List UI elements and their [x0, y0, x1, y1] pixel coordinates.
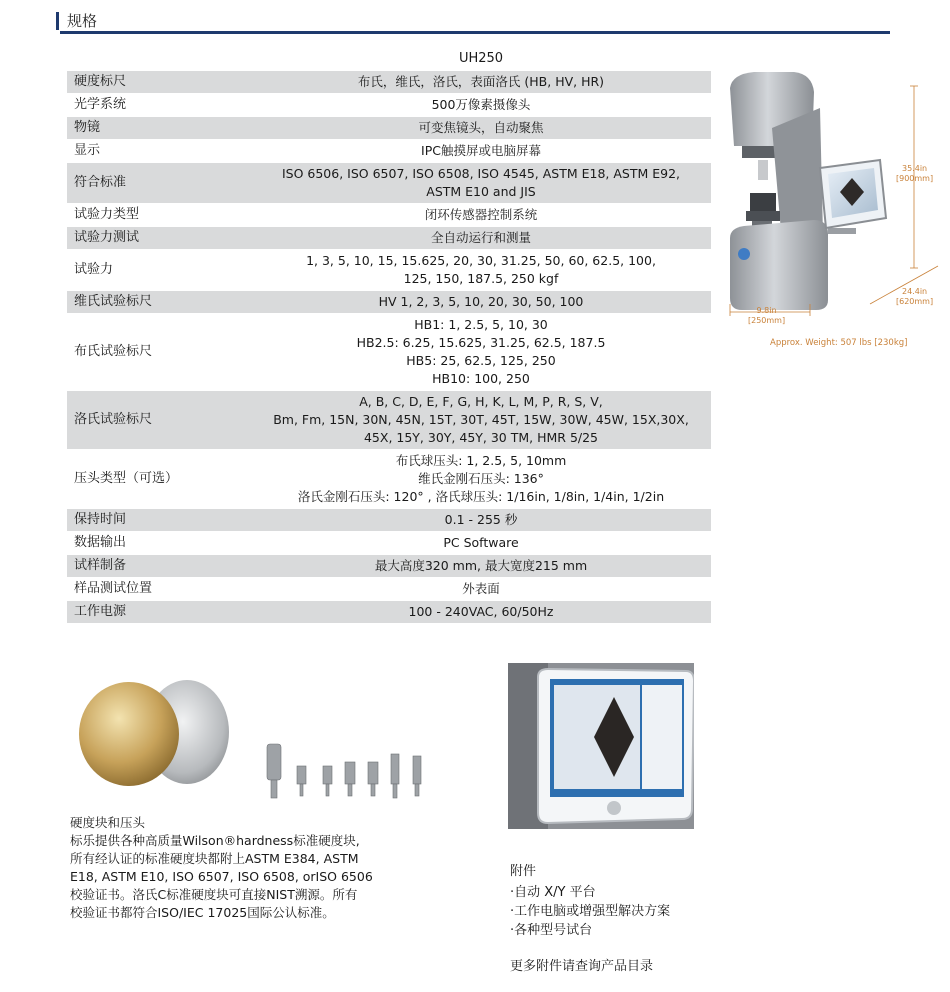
- spec-value: [251, 94, 711, 117]
- spec-row: [67, 391, 711, 450]
- description-line: 标乐提供各种高质量Wilson®hardness标准硬度块,: [70, 833, 360, 848]
- spec-value: [251, 227, 711, 250]
- section-title: 规格: [67, 12, 98, 30]
- spec-label: 试验力: [67, 250, 251, 291]
- width-inches: 9.8in: [756, 306, 777, 315]
- spec-value-line: 100 - 240VAC, 60/50Hz: [408, 604, 554, 619]
- spec-table: [67, 48, 711, 624]
- height-mm: [900mm]: [896, 174, 934, 183]
- spec-label: 显示: [67, 140, 251, 163]
- spec-value-line: HV 1, 2, 3, 5, 10, 20, 30, 50, 100: [378, 294, 584, 309]
- spec-value: [251, 450, 711, 509]
- spec-row: [67, 227, 711, 250]
- touchscreen-photo: [508, 663, 694, 829]
- hardness-blocks-and-indenters-photo: [75, 680, 435, 810]
- spec-value-line: 1, 3, 5, 10, 15, 15.625, 20, 30, 31.25, 50, 60, 62.5, 100,: [306, 253, 656, 268]
- spec-value-line: ISO 6506, ISO 6507, ISO 6508, ISO 4545, ASTM E18, ASTM E92,: [281, 166, 681, 181]
- spec-label: 试验力类型: [67, 204, 251, 227]
- accessory-item: ·自动 X/Y 平台: [510, 885, 596, 900]
- spec-value: [251, 391, 711, 450]
- spec-row: [67, 71, 711, 94]
- spec-row: [67, 250, 711, 291]
- spec-row: [67, 291, 711, 314]
- spec-value-line: ASTM E10 and JIS: [426, 184, 536, 199]
- spec-value-line: 最大高度320 mm, 最大宽度215 mm: [374, 558, 588, 573]
- accessory-item: ·各种型号试台: [510, 923, 593, 938]
- spec-label: 维氏试验标尺: [67, 291, 251, 314]
- machine-weight: Approx. Weight: 507 lbs [230kg]: [770, 338, 908, 348]
- spec-value-line: A, B, C, D, E, F, G, H, K, L, M, P, R, S, V,: [359, 394, 603, 409]
- spec-value-line: 洛氏金刚石压头: 120° , 洛氏球压头: 1/16in, 1/8in, 1/4in, 1/2in: [297, 489, 665, 504]
- spec-row: [67, 578, 711, 601]
- spec-label: 试样制备: [67, 555, 251, 578]
- spec-value: [251, 532, 711, 555]
- hardness-blocks-description: [70, 814, 400, 922]
- spec-value-line: IPC触摸屏或电脑屏幕: [421, 143, 541, 158]
- section-marker: [56, 12, 59, 30]
- accessories-title: 附件: [510, 864, 537, 879]
- spec-value: [251, 509, 711, 532]
- hardness-blocks-title: 硬度块和压头: [70, 815, 146, 830]
- spec-row: [67, 509, 711, 532]
- height-inches: 35.4in: [902, 164, 928, 173]
- spec-row: [67, 140, 711, 163]
- accessory-item: ·工作电脑或增强型解决方案: [510, 904, 671, 919]
- description-line: 所有经认证的标准硬度块都附上ASTM E384, ASTM: [70, 851, 359, 866]
- spec-value: [251, 163, 711, 204]
- spec-value-line: HB5: 25, 62.5, 125, 250: [406, 353, 556, 368]
- spec-label: 试验力测试: [67, 227, 251, 250]
- spec-label: 样品测试位置: [67, 578, 251, 601]
- spec-value-line: 45X, 15Y, 30Y, 45Y, 30 TM, HMR 5/25: [363, 430, 599, 445]
- spec-value-line: 外表面: [462, 581, 500, 596]
- spec-row: [67, 555, 711, 578]
- spec-value-line: HB1: 1, 2.5, 5, 10, 30: [414, 317, 548, 332]
- spec-label: 光学系统: [67, 94, 251, 117]
- spec-value-line: 闭环传感器控制系统: [424, 207, 538, 222]
- spec-value-line: PC Software: [443, 535, 519, 550]
- spec-value: [251, 250, 711, 291]
- spec-row: [67, 163, 711, 204]
- spec-value: [251, 555, 711, 578]
- spec-value-line: 125, 150, 187.5, 250 kgf: [403, 271, 559, 286]
- spec-row: [67, 450, 711, 509]
- spec-value-line: 布氏球压头: 1, 2.5, 5, 10mm: [395, 453, 567, 468]
- depth-inches: 24.4in: [902, 287, 928, 296]
- spec-row: [67, 94, 711, 117]
- spec-value: [251, 291, 711, 314]
- spec-value: [251, 117, 711, 140]
- spec-label: 布氏试验标尺: [67, 314, 251, 391]
- spec-row: [67, 117, 711, 140]
- spec-label: 数据输出: [67, 532, 251, 555]
- description-line: E18, ASTM E10, ISO 6507, ISO 6508, orISO 6506: [70, 869, 373, 884]
- spec-label: 保持时间: [67, 509, 251, 532]
- spec-value: [251, 71, 711, 94]
- spec-value-line: 布氏，维氏，洛氏，表面洛氏 (HB, HV, HR): [357, 74, 605, 89]
- width-mm: [250mm]: [748, 316, 786, 325]
- spec-row: [67, 204, 711, 227]
- spec-row: [67, 314, 711, 391]
- spec-value: [251, 314, 711, 391]
- spec-row: [67, 532, 711, 555]
- model-name: UH250: [458, 51, 504, 66]
- spec-value: [251, 601, 711, 624]
- spec-value-line: 0.1 - 255 秒: [444, 512, 518, 527]
- section-rule: [60, 31, 890, 34]
- spec-value-line: HB10: 100, 250: [432, 371, 530, 386]
- depth-mm: [620mm]: [896, 297, 934, 306]
- spec-label: 洛氏试验标尺: [67, 391, 251, 450]
- spec-label: 工作电源: [67, 601, 251, 624]
- spec-label: 符合标准: [67, 163, 251, 204]
- accessories-section: [510, 862, 750, 940]
- more-accessories-note: 更多附件请查询产品目录: [510, 959, 654, 974]
- spec-value-line: 500万像素摄像头: [431, 97, 531, 112]
- spec-value-line: 全自动运行和测量: [430, 230, 531, 245]
- description-line: 校验证书。洛氏C标准硬度块可直接NIST溯源。所有: [70, 887, 358, 902]
- spec-label: 压头类型（可选）: [67, 450, 251, 509]
- spec-value: [251, 578, 711, 601]
- spec-value: [251, 204, 711, 227]
- spec-value-line: 可变焦镜头，自动聚焦: [418, 120, 544, 135]
- spec-row: [67, 601, 711, 624]
- description-line: 校验证书都符合ISO/IEC 17025国际公认标准。: [70, 905, 335, 920]
- spec-value-line: Bm, Fm, 15N, 30N, 45N, 15T, 30T, 45T, 15W, 30W, 45W, 15X,30X,: [273, 412, 689, 427]
- section-header: [52, 6, 890, 34]
- spec-label: 硬度标尺: [67, 71, 251, 94]
- spec-value: [251, 140, 711, 163]
- spec-value-line: HB2.5: 6.25, 15.625, 31.25, 62.5, 187.5: [356, 335, 606, 350]
- spec-label: 物镜: [67, 117, 251, 140]
- spec-value-line: 维氏金刚石压头: 136°: [418, 471, 544, 486]
